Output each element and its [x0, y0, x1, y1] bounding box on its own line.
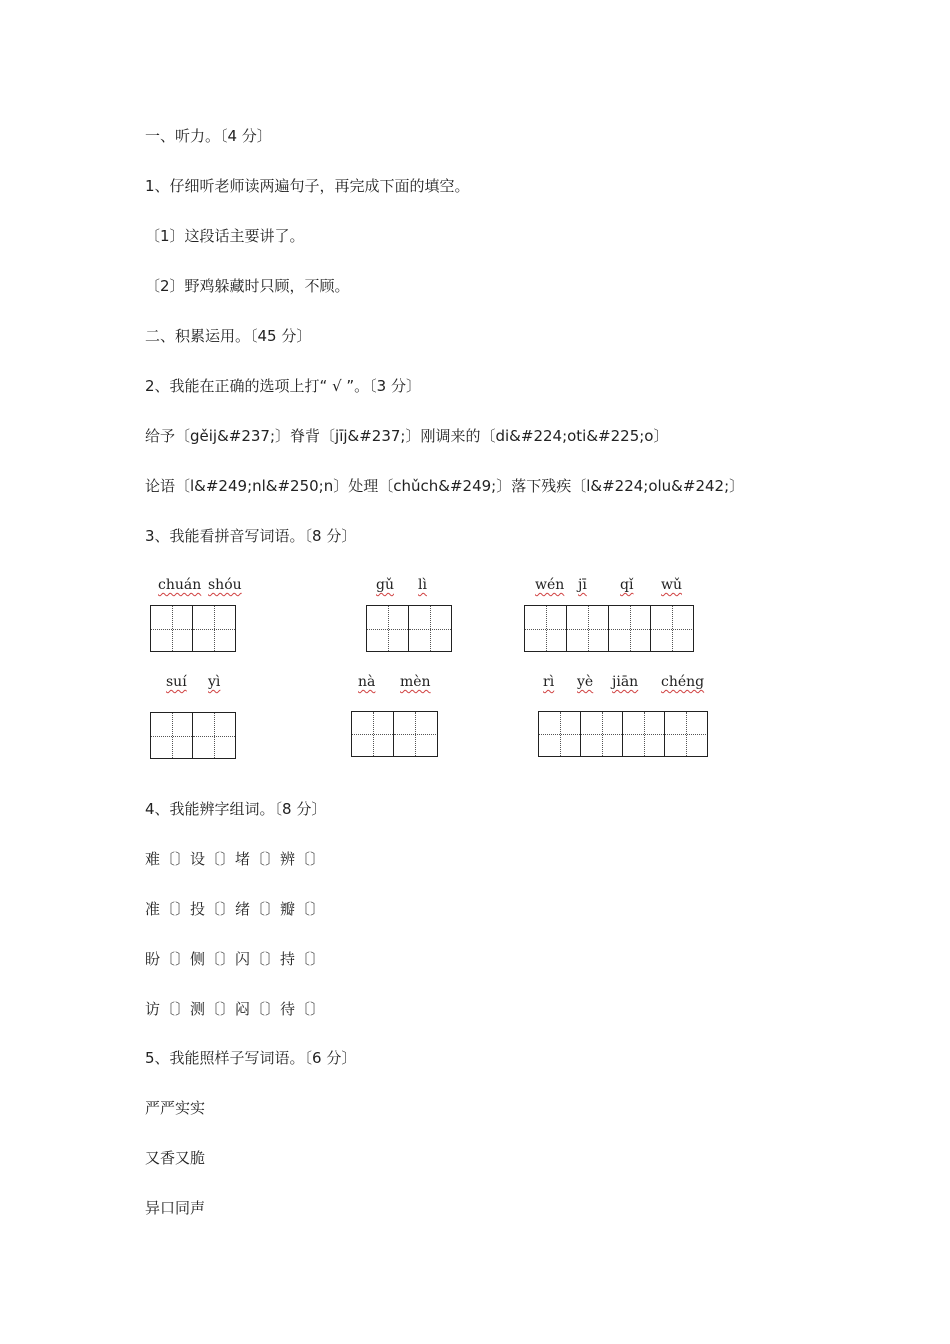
question-1: 1、仔细听老师读两遍句子，再完成下面的填空。: [145, 177, 470, 195]
question-2-options-2: 论语〔l&#249;nl&#250;n〕处理〔chǔch&#249;〕落下残疾〔l&#224;olu&#242;〕: [145, 477, 745, 495]
section2-heading: 二、积累运用。〔45 分〕: [145, 327, 312, 345]
pinyin-syllable: lì: [418, 577, 427, 593]
grid-cell[interactable]: [151, 606, 193, 651]
question-3: 3、我能看拼音写词语。〔8 分〕: [145, 527, 357, 545]
word-group-row: 准〔〕投〔〕绪〔〕瓣〔〕: [145, 900, 326, 918]
question-2: 2、我能在正确的选项上打“ √ ”。〔3 分〕: [145, 377, 421, 395]
word-group-row: 盼〔〕侧〔〕闪〔〕持〔〕: [145, 950, 326, 968]
pinyin-syllable: gǔ: [376, 577, 394, 593]
grid-cell[interactable]: [352, 712, 394, 756]
pinyin-syllable: chéng: [661, 674, 705, 690]
grid-cell[interactable]: [394, 712, 436, 756]
question-1-part-1: 〔1〕这段话主要讲了。: [145, 227, 305, 245]
example-word: 又香又脆: [145, 1149, 206, 1167]
word-group-row: 访〔〕测〔〕闷〔〕待〔〕: [145, 1000, 326, 1018]
pinyin-syllable: shóu: [208, 577, 242, 593]
grid-cell[interactable]: [665, 712, 706, 756]
writing-grid[interactable]: [538, 711, 708, 757]
grid-cell[interactable]: [193, 606, 235, 651]
question-1-part-2: 〔2〕野鸡躲藏时只顾，不顾。: [145, 277, 350, 295]
grid-cell[interactable]: [193, 713, 235, 758]
pinyin-syllable: wén: [535, 577, 565, 593]
section1-heading: 一、听力。〔4 分〕: [145, 127, 272, 145]
grid-cell[interactable]: [567, 606, 609, 651]
pinyin-syllable: yè: [577, 674, 594, 690]
pinyin-syllable: suí: [166, 674, 187, 690]
pinyin-syllable: yì: [208, 674, 221, 690]
question-4: 4、我能辨字组词。〔8 分〕: [145, 800, 327, 818]
pinyin-syllable: jī: [578, 577, 587, 593]
grid-cell[interactable]: [581, 712, 623, 756]
word-group-row: 难〔〕设〔〕堵〔〕辨〔〕: [145, 850, 326, 868]
grid-cell[interactable]: [525, 606, 567, 651]
writing-grid[interactable]: [524, 605, 694, 652]
pinyin-syllable: wǔ: [661, 577, 682, 593]
grid-cell[interactable]: [409, 606, 451, 651]
pinyin-syllable: rì: [543, 674, 555, 690]
grid-cell[interactable]: [367, 606, 409, 651]
pinyin-syllable: mèn: [400, 674, 431, 690]
writing-grid[interactable]: [351, 711, 438, 757]
writing-grid[interactable]: [366, 605, 452, 652]
grid-cell[interactable]: [623, 712, 665, 756]
pinyin-syllable: jiān: [612, 674, 639, 690]
writing-grid[interactable]: [150, 605, 236, 652]
grid-cell[interactable]: [609, 606, 651, 651]
example-word: 异口同声: [145, 1199, 206, 1217]
grid-cell[interactable]: [151, 713, 193, 758]
pinyin-syllable: qǐ: [620, 577, 634, 593]
grid-cell[interactable]: [651, 606, 692, 651]
writing-grid[interactable]: [150, 712, 236, 759]
pinyin-syllable: nà: [358, 674, 376, 690]
question-2-options-1: 给予〔gěij&#237;〕脊背〔jīj&#237;〕刚调来的〔di&#224;oti&#225;o〕: [145, 427, 669, 445]
example-word: 严严实实: [145, 1099, 206, 1117]
grid-cell[interactable]: [539, 712, 581, 756]
question-5: 5、我能照样子写词语。〔6 分〕: [145, 1049, 357, 1067]
pinyin-syllable: chuán: [158, 577, 202, 593]
